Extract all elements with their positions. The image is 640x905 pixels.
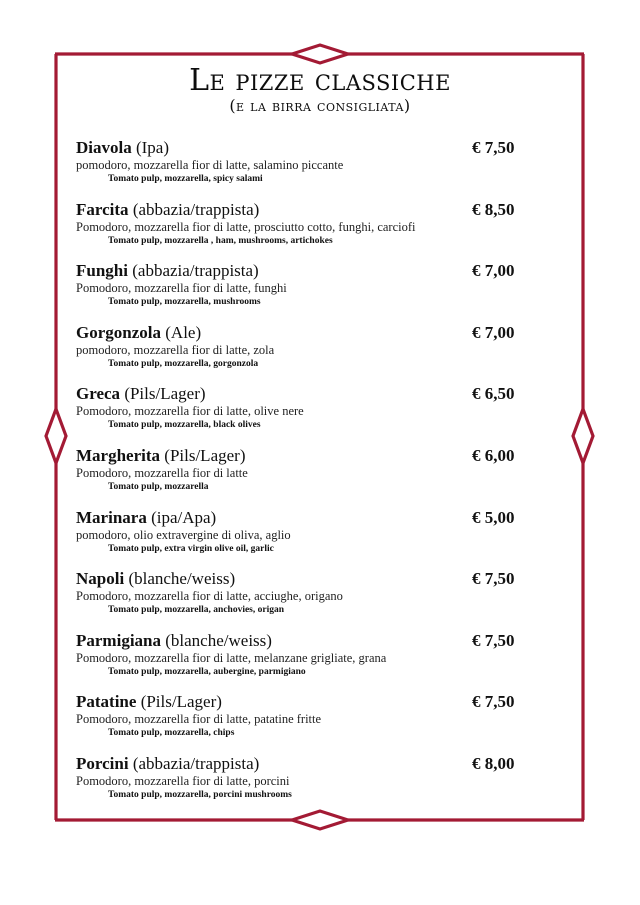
price: € 7,00 (472, 322, 515, 342)
menu-item-diavola (76, 138, 516, 200)
menu-item-porcini (76, 754, 516, 816)
left-diamond-ornament (46, 409, 66, 463)
menu-item-napoli (76, 569, 516, 631)
menu-item-greca (76, 384, 516, 446)
menu-item-marinara (76, 508, 516, 570)
beer-pairing: (abbazia/trappista) (132, 199, 260, 219)
beer-pairing: (abbazia/trappista) (132, 261, 259, 281)
beer-pairing: (abbazia/trappista) (132, 753, 260, 773)
pizza-name: Napoli (76, 569, 125, 589)
ingredients-italian: Pomodoro, mozzarella fior di latte, funghi (76, 281, 287, 296)
menu-item-gorgonzola (76, 323, 516, 385)
ingredients-italian: pomodoro, mozzarella fior di latte, zola (76, 342, 275, 357)
ingredients-english: Tomato pulp, mozzarella, aubergine, parmigiano (108, 666, 306, 677)
beer-pairing: (blanche/weiss) (128, 569, 236, 589)
pizza-name: Diavola (76, 138, 132, 157)
right-diamond-ornament (573, 409, 593, 463)
ingredients-english: Tomato pulp, mozzarella, black olives (108, 420, 261, 431)
page-title: Le pizze classiche (189, 63, 451, 98)
price: € 7,00 (472, 261, 515, 281)
ingredients-english: Tomato pulp, mozzarella, porcini mushrooms (108, 789, 292, 800)
ingredients-english: Tomato pulp, mozzarella, spicy salami (108, 174, 263, 184)
price: € 7,50 (472, 692, 515, 712)
price: € 7,50 (472, 630, 515, 650)
beer-pairing: (Pils/Lager) (140, 692, 222, 712)
menu-item-farcita (76, 200, 516, 262)
ingredients-english: Tomato pulp, mozzarella, anchovies, origan (108, 605, 285, 616)
ingredients-italian: Pomodoro, mozzarella fior di latte, patatine fritte (76, 712, 322, 727)
page-subtitle: (e la birra consigliata) (229, 96, 411, 115)
ingredients-english: Tomato pulp, mozzarella, gorgonzola (108, 358, 259, 369)
pizza-name: Patatine (76, 692, 137, 712)
beer-pairing: (ipa/Apa) (151, 507, 217, 527)
ingredients-italian: Pomodoro, mozzarella fior di latte, olive nere (76, 404, 304, 419)
menu-item-patatine (76, 692, 516, 754)
pizza-name: Funghi (76, 261, 128, 281)
ingredients-italian: pomodoro, mozzarella fior di latte, salamino piccante (76, 158, 344, 172)
pizza-name: Gorgonzola (76, 322, 161, 342)
ingredients-english: Tomato pulp, mozzarella , ham, mushrooms, artichokes (108, 235, 333, 246)
price: € 8,50 (472, 199, 515, 219)
pizza-name: Porcini (76, 753, 129, 773)
ingredients-italian: Pomodoro, mozzarella fior di latte, melanzane grigliate, grana (76, 650, 387, 665)
pizza-name: Margherita (76, 445, 161, 465)
price: € 6,00 (472, 445, 515, 465)
ingredients-italian: Pomodoro, mozzarella fior di latte, prosciutto cotto, funghi, carciofi (76, 219, 416, 234)
price: € 7,50 (472, 569, 515, 589)
ingredients-italian: Pomodoro, mozzarella fior di latte (76, 465, 248, 480)
price: € 8,00 (472, 753, 515, 773)
beer-pairing: (Ale) (165, 322, 202, 342)
price: € 5,00 (472, 507, 515, 527)
pizza-menu-list (76, 138, 516, 816)
ingredients-english: Tomato pulp, mozzarella, chips (108, 728, 235, 739)
ingredients-english: Tomato pulp, extra virgin olive oil, garlic (108, 543, 274, 554)
ingredients-english: Tomato pulp, mozzarella, mushrooms (108, 297, 261, 308)
ingredients-italian: Pomodoro, mozzarella fior di latte, porcini (76, 773, 290, 788)
beer-pairing: (Pils/Lager) (124, 384, 206, 404)
beer-pairing: (Pils/Lager) (164, 445, 246, 465)
beer-pairing: (blanche/weiss) (165, 630, 272, 650)
pizza-name: Marinara (76, 507, 147, 527)
price: € 7,50 (472, 138, 515, 157)
top-diamond-ornament (292, 45, 348, 63)
beer-pairing: (Ipa) (135, 138, 170, 157)
menu-item-parmigiana (76, 631, 516, 693)
ingredients-english: Tomato pulp, mozzarella (108, 481, 209, 492)
menu-item-funghi (76, 261, 516, 323)
pizza-name: Parmigiana (76, 630, 161, 650)
menu-item-margherita (76, 446, 516, 508)
pizza-name: Greca (76, 384, 121, 404)
ingredients-italian: pomodoro, olio extravergine di oliva, aglio (76, 527, 291, 542)
price: € 6,50 (472, 384, 515, 404)
pizza-name: Farcita (76, 199, 129, 219)
ingredients-italian: Pomodoro, mozzarella fior di latte, acciughe, origano (76, 589, 343, 604)
